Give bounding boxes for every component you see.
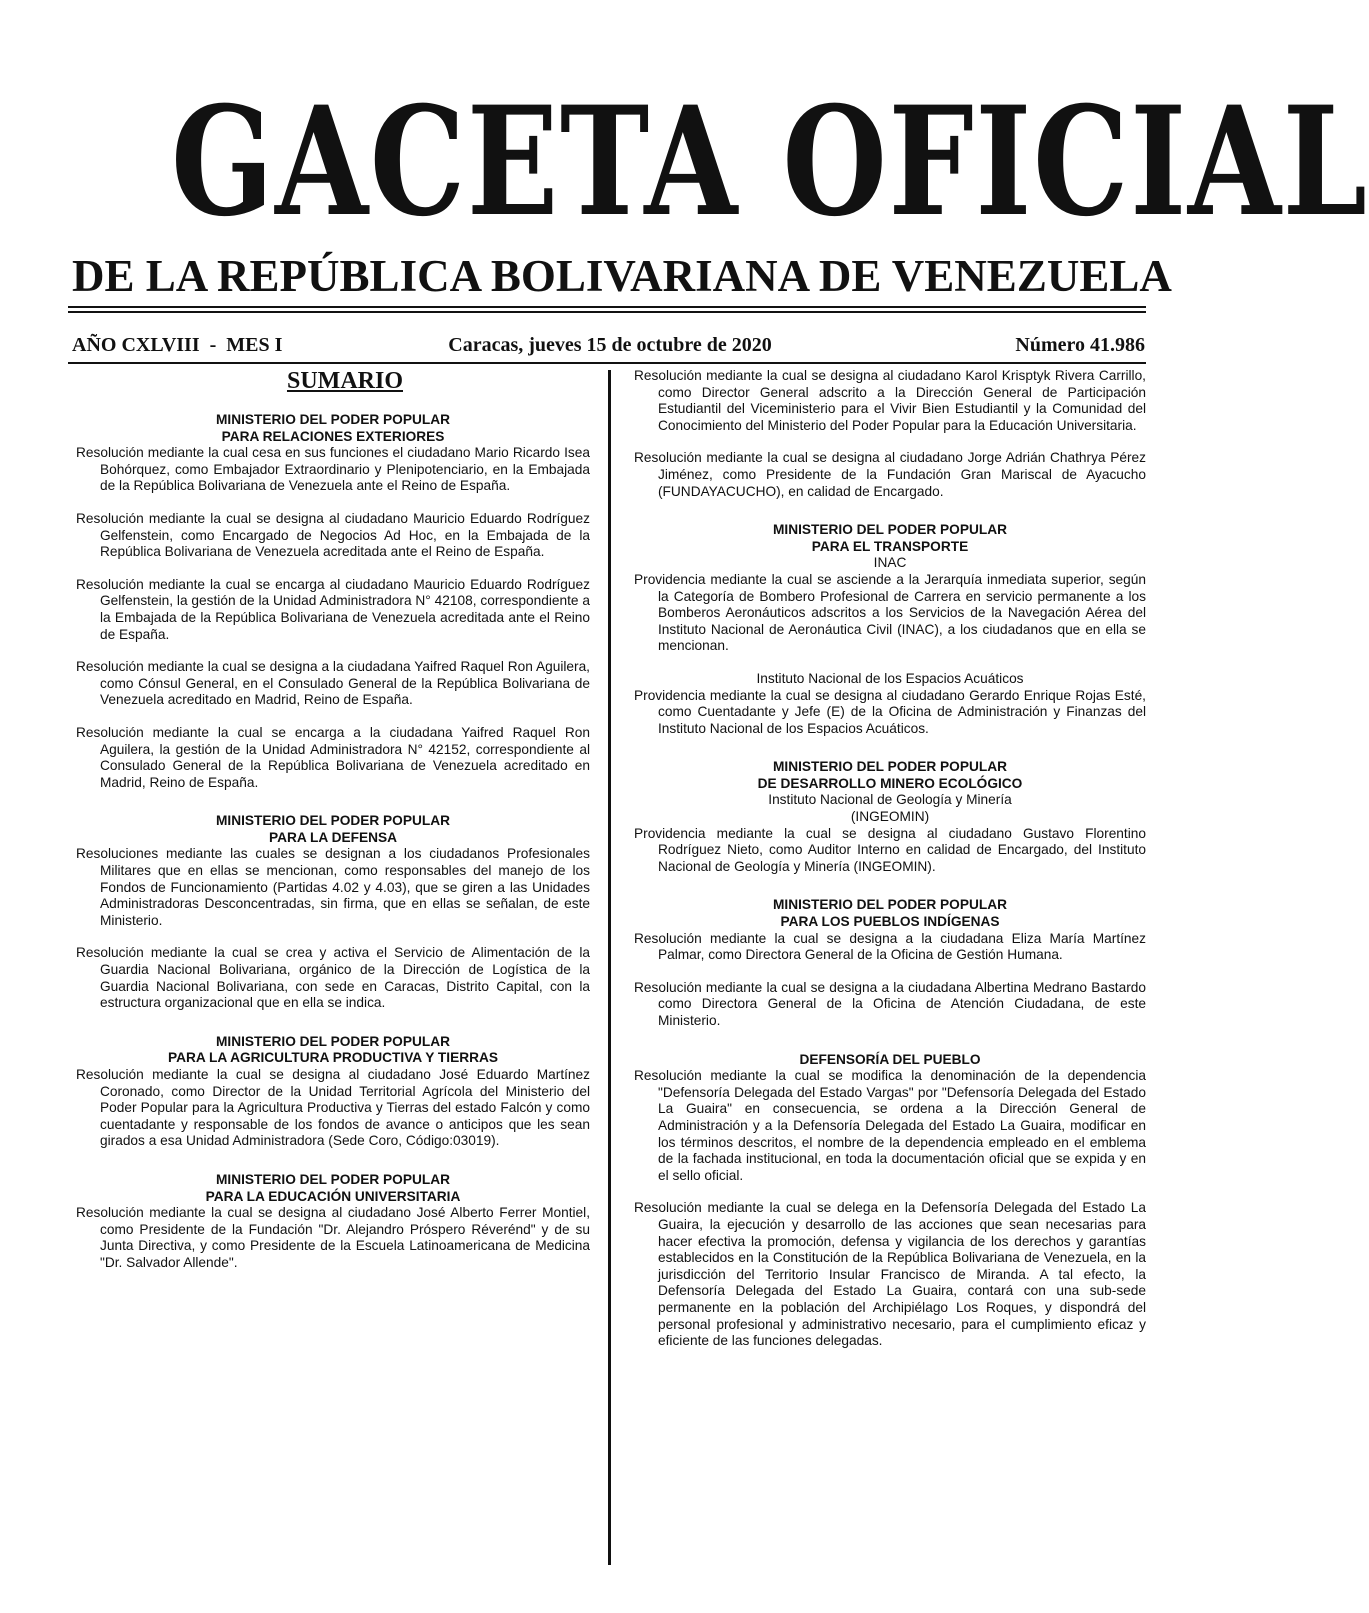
list-item: Resolución mediante la cual se designa al ciudadano Mauricio Eduardo Rodríguez Gelfenstein, como Encargado de Negocios Ad Hoc, en la Embajada de la República Bolivariana de Venezuela acreditada ante el Reino de España. <box>76 510 590 560</box>
list-item: Resolución mediante la cual se encarga a la ciudadana Yaifred Raquel Ron Aguilera, la gestión de la Unidad Administradora N° 42152, correspondiente al Consulado General de la República Bolivariana de Venezuela acreditado en Madrid, Reino de España. <box>76 724 590 790</box>
left-column <box>76 366 590 1272</box>
section-heading: PARA LA AGRICULTURA PRODUCTIVA Y TIERRAS <box>167 1050 499 1066</box>
section-heading: MINISTERIO DEL PODER POPULAR <box>216 412 450 427</box>
list-item: Resolución mediante la cual se modifica la denominación de la dependencia "Defensoría Delegada del Estado Vargas" por "Defensoría Delegada del Estado La Guaira" en consecuencia, se ordena a la Dirección General de Administración y a la Defensoría Delegada del Estado La Guaira, modificar en los términos descritos, el nombre de la dependencia empleado en el emblema de la fachada institucional, en toda la documentación oficial que se expida y en el sello oficial. <box>634 1068 1146 1183</box>
list-item: Resolución mediante la cual se designa al ciudadano José Alberto Ferrer Montiel, como Presidente de la Fundación "Dr. Alejandro Próspero Réverénd" y de su Junta Directiva, y como Presidente de la Escuela Latinoamericana de Medicina "Dr. Salvador Allende". <box>76 1205 590 1270</box>
section-educacion-universitaria <box>76 1172 590 1272</box>
list-item: Resolución mediante la cual se designa al ciudadano José Eduardo Martínez Coronado, como Director de la Unidad Territorial Agrícola del Ministerio del Poder Popular para la Agricultura Productiva y Tierras del estado Falcón y como cuentadante y responsable de los fondos de avance o anticipos que les sean girados a esa Unidad Administradora (Sede Coro, Código:03019). <box>76 1067 590 1149</box>
header-rule-bottom <box>68 362 1146 364</box>
masthead-title: GACETA OFICIAL <box>171 74 1369 250</box>
section-defensa <box>76 813 590 1012</box>
list-item: Resolución mediante la cual se encarga al ciudadano Mauricio Eduardo Rodríguez Gelfenstein, la gestión de la Unidad Administradora N° 42108, correspondiente a la Embajada de la República Bolivariana de Venezuela acreditada ante el Reino de España. <box>76 576 590 642</box>
section-heading: PARA LA EDUCACIÓN UNIVERSITARIA <box>205 1188 461 1204</box>
list-item: Resolución mediante la cual se designa al ciudadano Jorge Adrián Chathrya Pérez Jiménez, como Presidente de la Fundación Gran Mariscal de Ayacucho (FUNDAYACUCHO), en calidad de Encargado. <box>634 450 1146 499</box>
column-divider <box>608 370 611 1565</box>
section-subheading: Instituto Nacional de los Espacios Acuáticos <box>756 670 1024 686</box>
list-item: Resoluciones mediante las cuales se designan a los ciudadanos Profesionales Militares que en ellas se mencionan, como responsables del manejo de los Fondos de Funcionamiento (Partidas 4.02 y 4.03), que se giren a las Unidades Administradoras Desconcentradas, sin firma, que en ellas se señalan, de este Ministerio. <box>76 846 590 928</box>
section-defensoria <box>634 1052 1146 1350</box>
masthead-subtitle: DE LA REPÚBLICA BOLIVARIANA DE VENEZUELA <box>72 251 1172 301</box>
list-item: Resolución mediante la cual cesa en sus funciones el ciudadano Mario Ricardo Isea Bohórquez, como Embajador Extraordinario y Plenipotenciario, en la Embajada de la República Bolivariana de Venezuela ante el Reino de España. <box>76 445 590 494</box>
header-rule-top <box>68 306 1146 308</box>
list-item: Resolución mediante la cual se designa al ciudadano Karol Krisptyk Rivera Carrillo, como Director General adscrito a la Dirección General de Participación Estudiantil del Viceministerio para el Vivir Bien Estudiantil y la Comunidad del Conocimiento del Ministerio del Poder Popular para la Educación Universitaria. <box>634 368 1146 433</box>
section-subheading: (INGEOMIN) <box>850 809 930 825</box>
issue-year-month: AÑO CXLVIII - MES I <box>72 334 283 356</box>
right-column <box>634 368 1146 1350</box>
list-item: Resolución mediante la cual se crea y activa el Servicio de Alimentación de la Guardia Nacional Bolivariana, orgánico de la Dirección de Logística de la Guardia Nacional Bolivariana, con sede en Caracas, Distrito Capital, con la estructura organizacional que en ella se indica. <box>76 945 590 1011</box>
section-heading: PARA LOS PUEBLOS INDÍGENAS <box>780 914 1000 930</box>
section-subheading: INAC <box>873 555 907 571</box>
section-educacion-universitaria-cont <box>634 368 1146 500</box>
issue-number: Número 41.986 <box>1015 334 1145 356</box>
section-heading: DE DESARROLLO MINERO ECOLÓGICO <box>757 775 1023 791</box>
section-pueblos-indigenas <box>634 897 1146 1029</box>
section-relaciones-exteriores <box>76 412 590 791</box>
issue-place-date: Caracas, jueves 15 de octubre de 2020 <box>448 334 772 356</box>
sumario-title: SUMARIO <box>286 368 403 394</box>
section-heading: MINISTERIO DEL PODER POPULAR <box>773 897 1007 913</box>
list-item: Resolución mediante la cual se designa a la ciudadana Eliza María Martínez Palmar, como Directora General de la Oficina de Gestión Humana. <box>634 930 1146 963</box>
section-heading: MINISTERIO DEL PODER POPULAR <box>216 1033 450 1049</box>
section-heading: PARA EL TRANSPORTE <box>811 538 969 554</box>
section-desarrollo-minero <box>634 759 1146 875</box>
section-heading: PARA LA DEFENSA <box>268 829 397 845</box>
section-heading: DEFENSORÍA DEL PUEBLO <box>799 1051 981 1067</box>
list-item: Resolución mediante la cual se delega en la Defensoría Delegada del Estado La Guaira, la ejecución y desarrollo de las acciones que sean necesarias para hacer efectiva la promoción, defensa y vigilancia de los derechos y garantías establecidos en la Constitución de la República Bolivariana de Venezuela, en la jurisdicción del Territorio Insular Francisco de Miranda. A tal efecto, la Defensoría Delegada del Estado La Guaira, contará con una sub-sede permanente en la población del Archipiélago Los Roques, y dispondrá del personal profesional y administrativo necesario, para el cumplimiento eficaz y eficiente de las funciones delegadas. <box>634 1200 1146 1349</box>
section-agricultura <box>76 1034 590 1150</box>
section-heading: PARA RELACIONES EXTERIORES <box>221 428 445 444</box>
section-heading: MINISTERIO DEL PODER POPULAR <box>773 522 1007 538</box>
list-item: Resolución mediante la cual se designa a la ciudadana Albertina Medrano Bastardo como Directora General de la Oficina de Atención Ciudadana, de este Ministerio. <box>634 979 1146 1028</box>
list-item: Providencia mediante la cual se designa al ciudadano Gerardo Enrique Rojas Esté, como Cuentadante y Jefe (E) de la Oficina de Administración y Finanzas del Instituto Nacional de los Espacios Acuáticos. <box>634 687 1146 736</box>
list-item: Providencia mediante la cual se designa al ciudadano Gustavo Florentino Rodríguez Nieto, como Auditor Interno en calidad de Encargado, del Instituto Nacional de Geología y Minería (INGEOMIN). <box>634 825 1146 874</box>
section-subheading: Instituto Nacional de Geología y Minería <box>768 792 1012 808</box>
section-heading: MINISTERIO DEL PODER POPULAR <box>216 813 450 829</box>
section-heading: MINISTERIO DEL PODER POPULAR <box>216 1171 450 1187</box>
section-heading: MINISTERIO DEL PODER POPULAR <box>773 759 1007 775</box>
list-item: Resolución mediante la cual se designa a la ciudadana Yaifred Raquel Ron Aguilera, como Cónsul General, en el Consulado General de la República Bolivariana de Venezuela acreditado en Madrid, Reino de España. <box>76 659 590 708</box>
list-item: Providencia mediante la cual se asciende a la Jerarquía inmediata superior, según la Categoría de Bombero Profesional de Carrera en servicio permanente a los Bomberos Aeronáuticos adscritos a los Servicios de la Navegación Aérea del Instituto Nacional de Aeronáutica Civil (INAC), a los ciudadanos que en ella se mencionan. <box>634 571 1146 654</box>
header-rule-top-double <box>68 311 1146 313</box>
section-transporte <box>634 522 1146 737</box>
